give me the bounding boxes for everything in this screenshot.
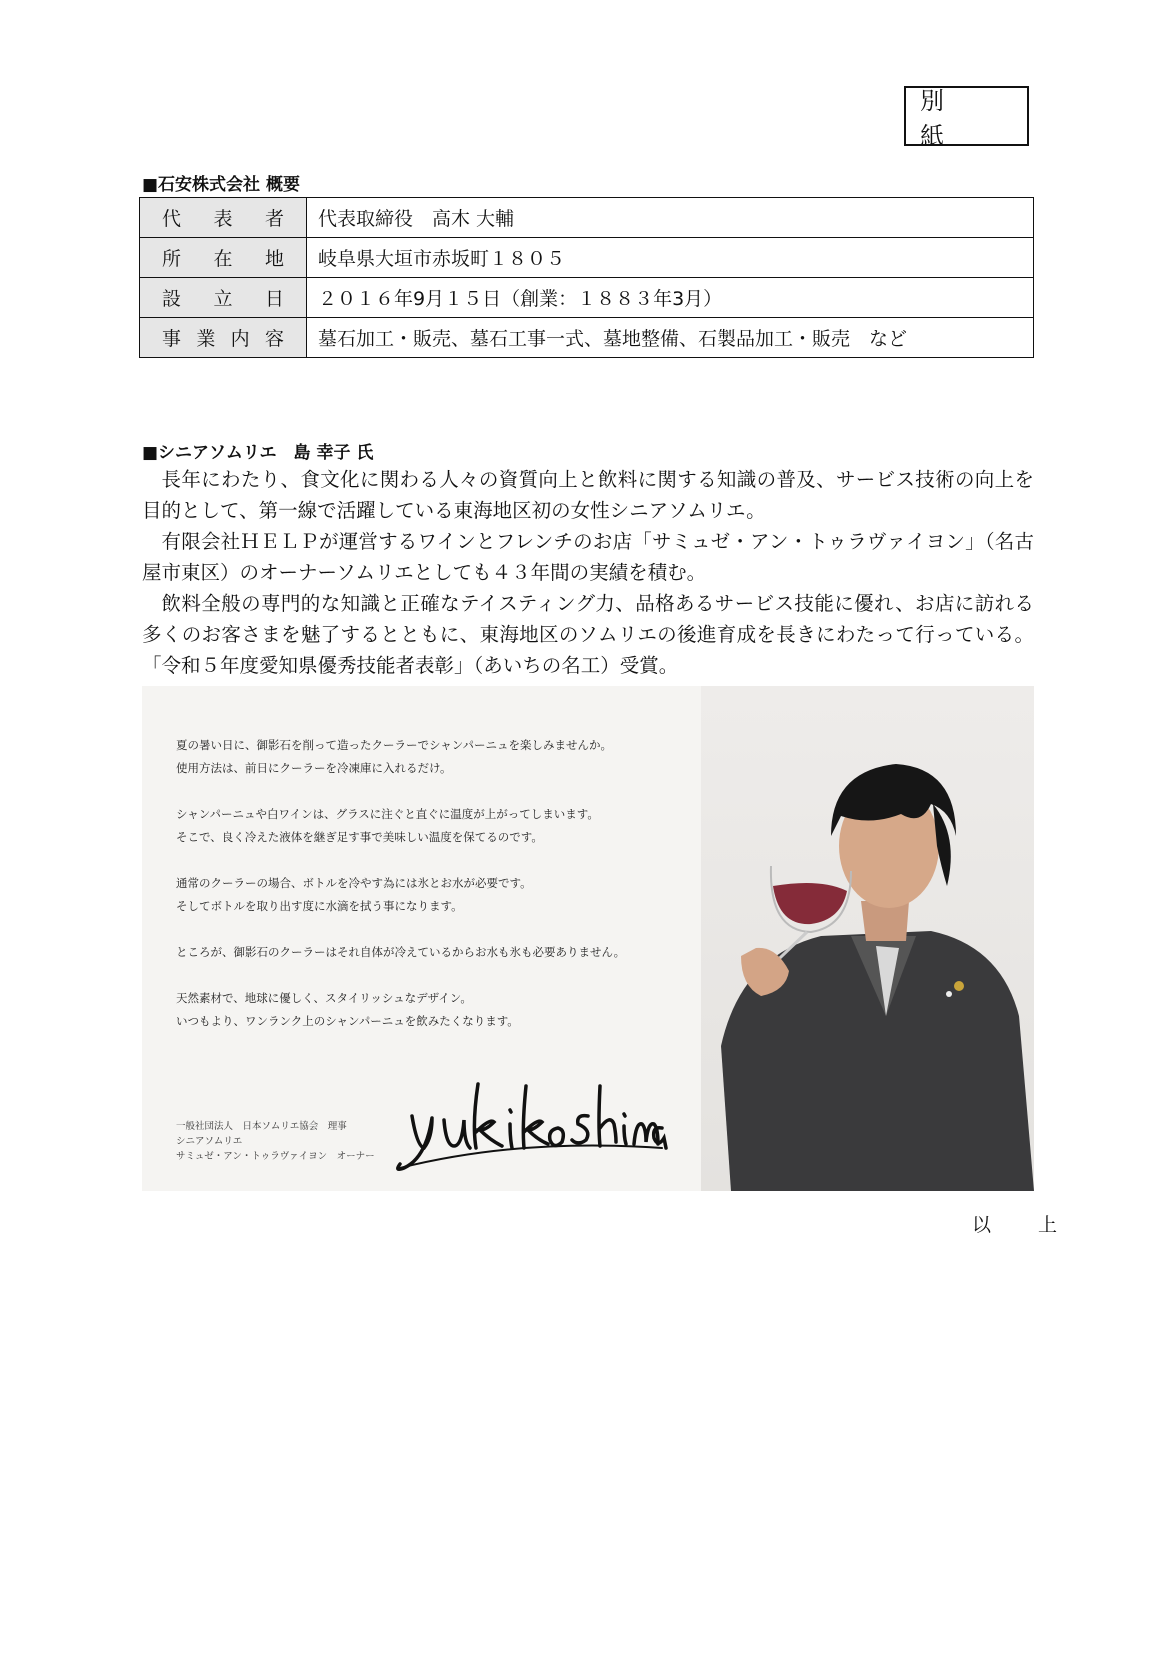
letter-line: ところが、御影石のクーラーはそれ自体が冷えているからお水も氷も必要ありません。 [176, 945, 626, 959]
row-label-established: 設立日 [140, 278, 307, 318]
table-row [140, 318, 1034, 358]
letter-line: シャンパーニュや白ワインは、グラスに注ぐと直ぐに温度が上がってしまいます。 [176, 807, 599, 821]
letter-line: いつもより、ワンランク上のシャンパーニュを飲みたくなります。 [176, 1014, 519, 1028]
sommelier-portrait [701, 686, 1034, 1191]
letter-line: 夏の暑い日に、御影石を削って造ったクーラーでシャンパーニュを楽しみませんか。 [176, 738, 612, 752]
row-value-business: 墓石加工・販売、墓石工事一式、墓地整備、石製品加工・販売 など [307, 318, 1034, 358]
table-row [140, 238, 1034, 278]
sommelier-heading: ■シニアソムリエ 島 幸子 氏 [142, 443, 374, 463]
letter-line: そしてボトルを取り出す度に水滴を拭う事になります。 [176, 899, 463, 913]
letter-line: 通常のクーラーの場合、ボトルを冷やす為には氷とお水が必要です。 [176, 876, 532, 890]
sommelier-bio [142, 464, 1034, 681]
letter-card [142, 686, 702, 1191]
table-row [140, 278, 1034, 318]
letter-line: 天然素材で、地球に優しく、スタイリッシュなデザイン。 [176, 991, 472, 1005]
letter-credits [176, 1119, 375, 1164]
bio-paragraph: 長年にわたり、食文化に関わる人々の資質向上と飲料に関する知識の普及、サービス技術の向上を目的として、第一線で活躍している東海地区初の女性シニアソムリエ。 [142, 468, 1034, 522]
letter-text [176, 734, 686, 1033]
promo-image [142, 686, 1034, 1191]
handwritten-signature [392, 1076, 672, 1176]
row-value-established: ２０１６年9月１５日（創業：１８８３年3月） [307, 278, 1034, 318]
credit-line: サミュゼ・アン・トゥラヴァイヨン オーナー [176, 1151, 375, 1162]
row-label-business: 事業内容 [140, 318, 307, 358]
table-row [140, 198, 1034, 238]
bio-paragraph: 飲料全般の専門的な知識と正確なテイスティング力、品格あるサービス技能に優れ、お店に訪れる多くのお客さまを魅了するとともに、東海地区のソムリエの後進育成を長きにわたって行っている。「令和５年度愛知県優秀技能者表彰」（あいちの名工）受賞。 [142, 592, 1034, 677]
row-label-address: 所在地 [140, 238, 307, 278]
letter-line: 使用方法は、前日にクーラーを冷凍庫に入れるだけ。 [176, 761, 452, 775]
bio-paragraph: 有限会社ＨＥＬＰが運営するワインとフレンチのお店「サミュゼ・アン・トゥラヴァイヨン」（名古屋市東区）のオーナーソムリエとしても４３年間の実績を積む。 [142, 530, 1034, 584]
row-value-representative: 代表取締役 高木 大輔 [307, 198, 1034, 238]
company-profile-table [139, 197, 1034, 358]
row-label-representative: 代表者 [140, 198, 307, 238]
credit-line: シニアソムリエ [176, 1136, 243, 1147]
credit-line: 一般社団法人 日本ソムリエ協会 理事 [176, 1121, 347, 1132]
company-heading: ■石安株式会社 概要 [142, 175, 300, 195]
closing-mark: 以 上 [972, 1214, 1072, 1236]
row-value-address: 岐阜県大垣市赤坂町１８０５ [307, 238, 1034, 278]
appendix-label: 別 紙 [904, 86, 1029, 146]
letter-line: そこで、良く冷えた液体を継ぎ足す事で美味しい温度を保てるのです。 [176, 830, 543, 844]
